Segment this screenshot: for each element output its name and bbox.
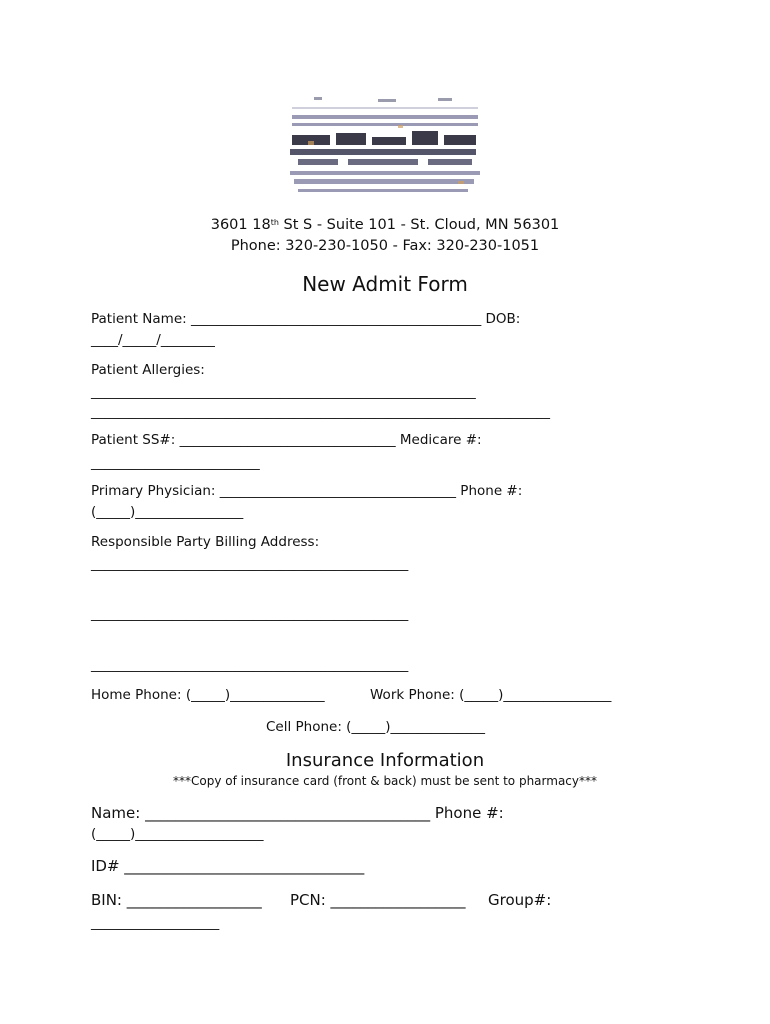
work-phone-field[interactable]: Work Phone: (_____)________________ [370, 687, 612, 703]
pharmacy-logo [288, 95, 482, 201]
billing-address-line-2[interactable]: _______________________________________________ [91, 606, 409, 622]
bin-field[interactable]: BIN: __________________ [91, 891, 262, 909]
patient-ss-medicare-field[interactable]: Patient SS#: ________________________________ Medicare #: [91, 432, 482, 448]
cell-phone-field[interactable]: Cell Phone: (_____)______________ [266, 719, 485, 735]
group-label[interactable]: Group#: [488, 891, 552, 909]
group-blank[interactable]: ___________________ [91, 915, 220, 931]
billing-address-line-3[interactable]: _______________________________________________ [91, 657, 409, 673]
dob-blank[interactable]: ____/_____/________ [91, 332, 215, 348]
allergies-line-1[interactable]: _________________________________________________________ [91, 384, 476, 400]
insurance-heading: Insurance Information [285, 750, 485, 771]
insurance-name-phone-field[interactable]: Name: ______________________________________ Phone #: [91, 804, 504, 822]
patient-allergies-label: Patient Allergies: [91, 362, 205, 378]
physician-phone-blank[interactable]: (_____)________________ [91, 504, 244, 520]
billing-address-label: Responsible Party Billing Address: [91, 534, 320, 550]
insurance-note: ***Copy of insurance card (front & back) must be sent to pharmacy*** [173, 774, 597, 788]
billing-address-line-1[interactable]: _______________________________________________ [91, 556, 409, 572]
pharmacy-address: 3601 18th St S - Suite 101 - St. Cloud, MN 56301 [210, 217, 560, 233]
primary-physician-field[interactable]: Primary Physician: ___________________________________ Phone #: [91, 483, 523, 499]
home-phone-field[interactable]: Home Phone: (_____)______________ [91, 687, 325, 703]
patient-name-dob-field[interactable]: Patient Name: ___________________________________________ DOB: [91, 311, 521, 327]
form-title: New Admit Form [302, 272, 468, 296]
medicare-blank[interactable]: _________________________ [91, 455, 260, 471]
pharmacy-phone-fax: Phone: 320-230-1050 - Fax: 320-230-1051 [230, 238, 540, 254]
pcn-field[interactable]: PCN: __________________ [290, 891, 466, 909]
insurance-id-field[interactable]: ID# ________________________________ [91, 857, 365, 875]
insurance-phone-blank[interactable]: (_____)___________________ [91, 826, 264, 842]
allergies-line-2[interactable]: ____________________________________________________________________ [91, 404, 550, 420]
